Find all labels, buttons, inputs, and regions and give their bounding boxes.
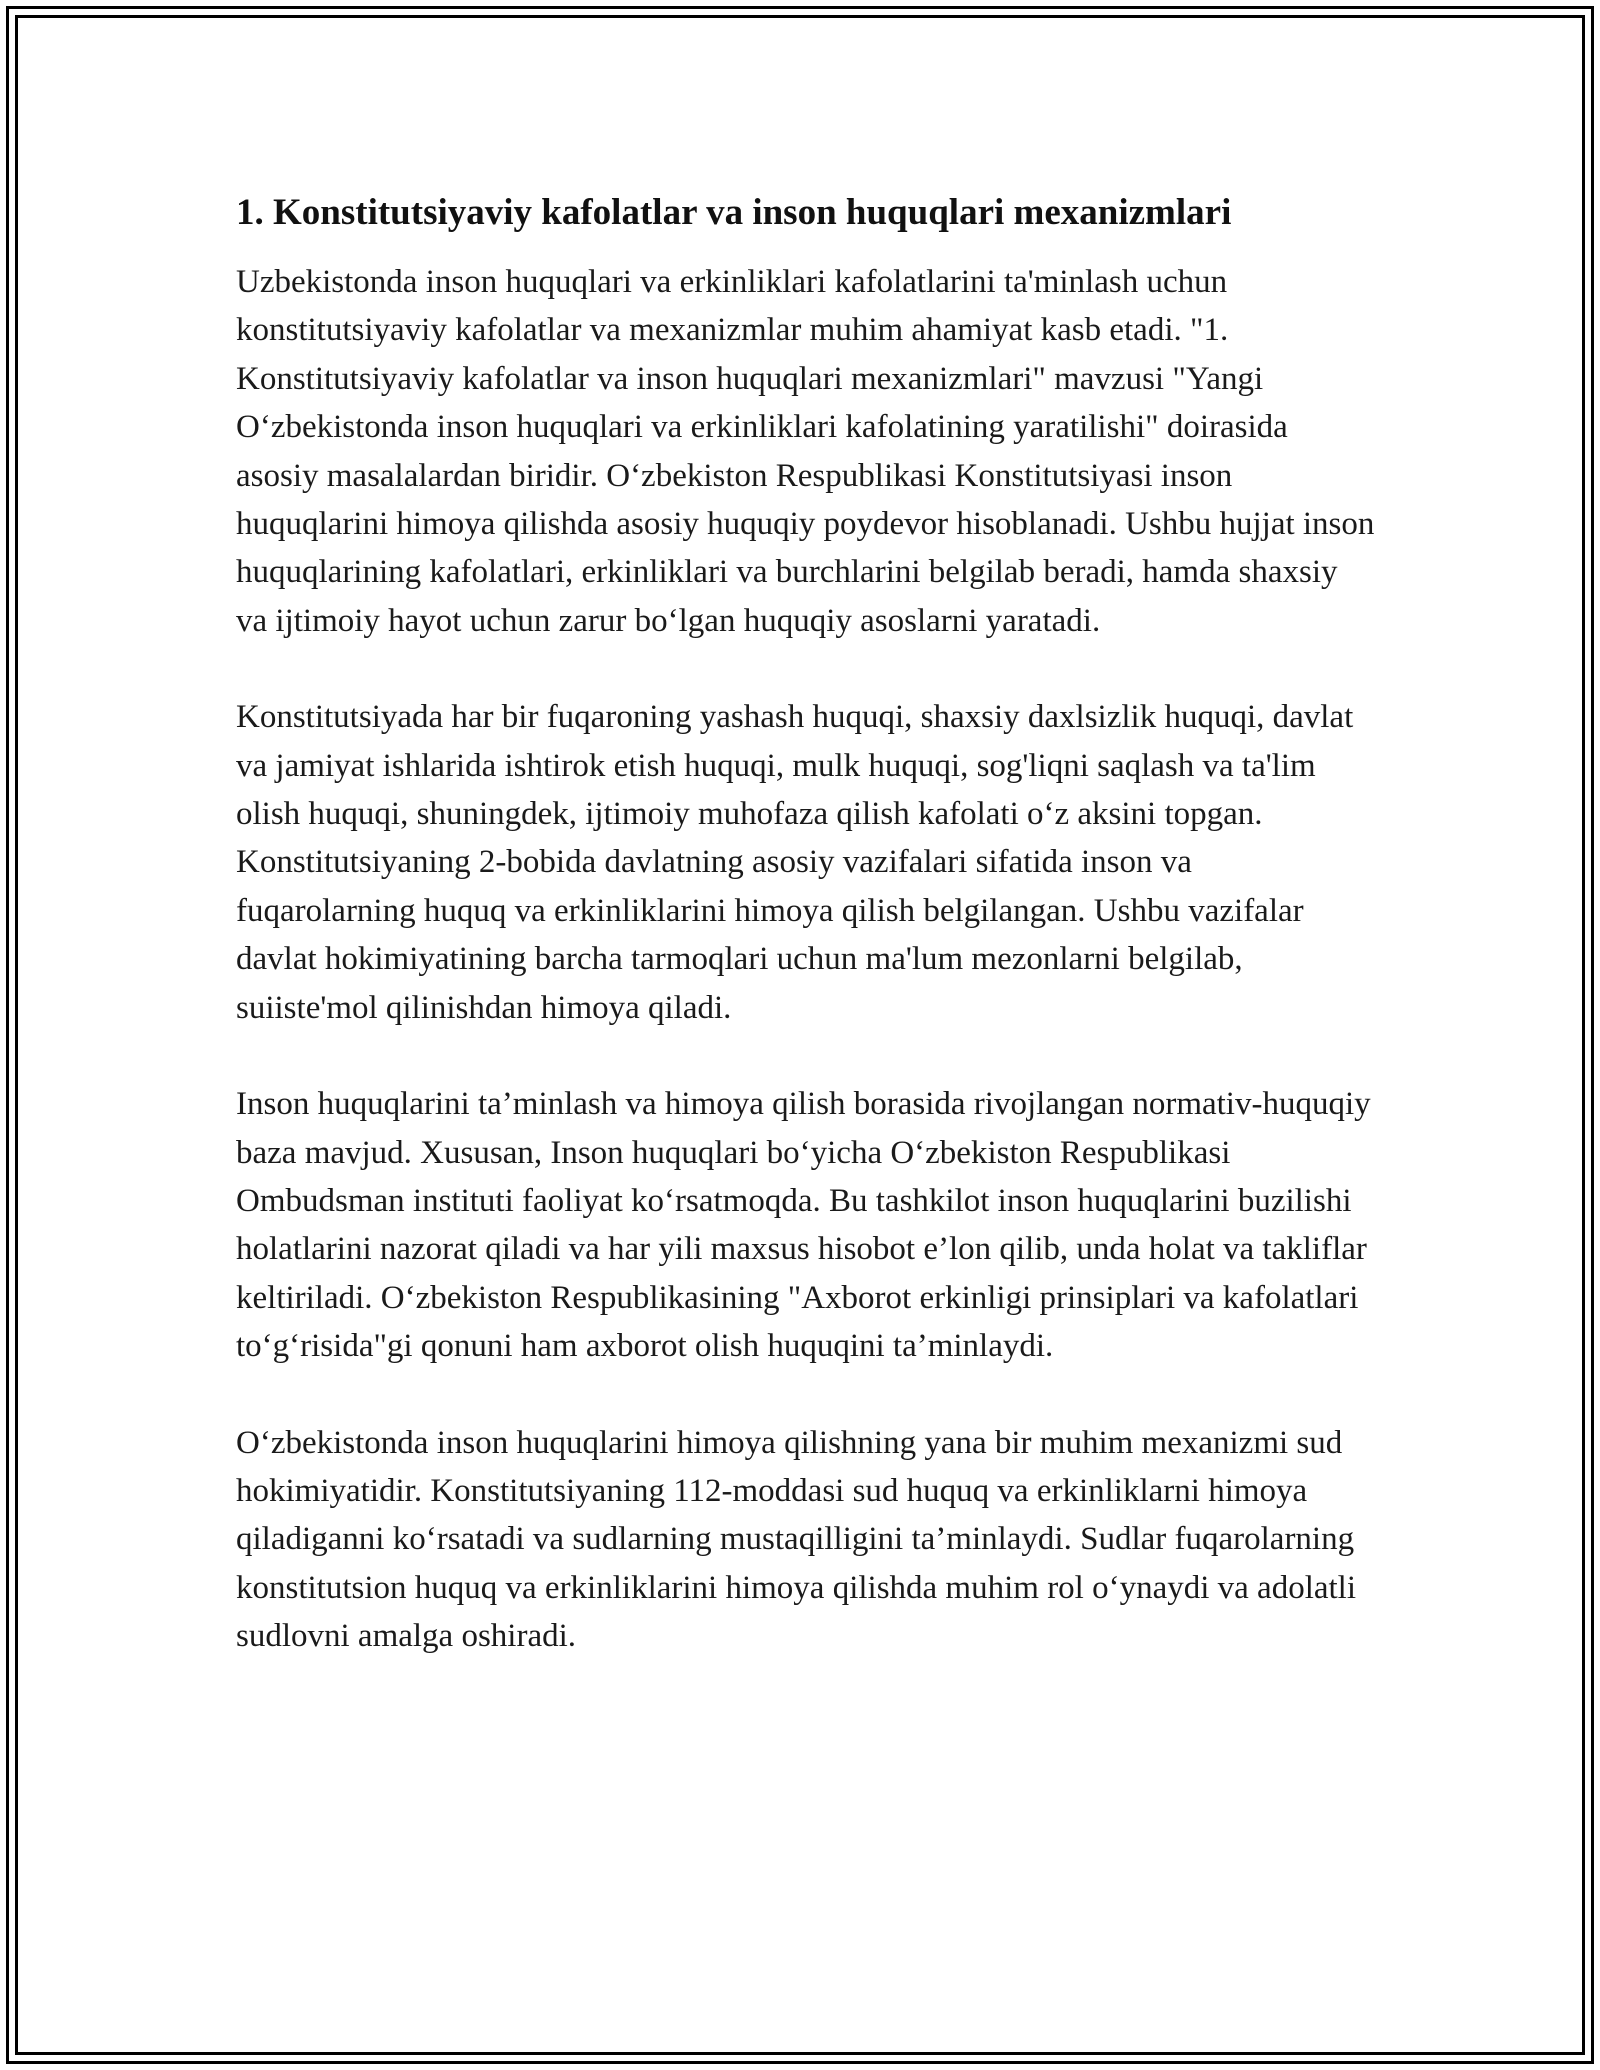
paragraph-ombudsman: Inson huquqlarini ta’minlash va himoya qilish borasida rivojlangan normativ-huquqiy baza mavjud. Xususan, Inson huquqlari boʻyicha Oʻzbekiston Respublikasi Ombudsman instituti faoliyat koʻrsatmoqda. Bu tashkilot inson huquqlarini buzilishi holatlarini nazorat qiladi va har yili maxsus hisobot e’lon qilib, unda holat va takliflar keltiriladi. Oʻzbekiston Respublikasining "Axborot erkinligi prinsiplari va kafolatlari toʻgʻrisida"gi qonuni ham axborot olish huquqini ta’minlaydi. (236, 1086, 1371, 1365)
paragraph-judiciary: Oʻzbekistonda inson huquqlarini himoya qilishning yana bir muhim mexanizmi sud hokimiyatidir. Konstitutsiyaning 112-moddasi sud huquq va erkinliklarni himoya qiladiganni koʻrsatadi va sudlarning mustaqilligini ta’minlaydi. Sudlar fuqarolarning konstitutsion huquq va erkinliklarini himoya qilishda muhim rol oʻynaydi va adolatli sudlovni amalga oshiradi. (236, 1424, 1357, 1655)
section-heading: 1. Konstitutsiyaviy kafolatlar va inson huquqlari mexanizmlari (236, 192, 1232, 233)
document-body (236, 188, 1376, 1661)
paragraph-citizen-rights: Konstitutsiyada har bir fuqaroning yashash huquqi, shaxsiy daxlsizlik huquqi, davlat va jamiyat ishlarida ishtirok etish huquqi, mulk huquqi, sog'liqni saqlash va ta'lim olish huquqi, shuningdek, ijtimoiy muhofaza qilish kafolati oʻz aksini topgan. Konstitutsiyaning 2-bobida davlatning asosiy vazifalari sifatida inson va fuqarolarning huquq va erkinliklarini himoya qilish belgilangan. Ushbu vazifalar davlat hokimiyatining barcha tarmoqlari uchun ma'lum mezonlarni belgilab, suiiste'mol qilinishdan himoya qiladi. (236, 699, 1354, 1026)
paragraph-constitution-overview: Uzbekistonda inson huquqlari va erkinliklari kafolatlarini ta'minlash uchun konstitutsiyaviy kafolatlar va mexanizmlar muhim ahamiyat kasb etadi. "1. Konstitutsiyaviy kafolatlar va inson huquqlari mexanizmlari" mavzusi "Yangi Oʻzbekistonda inson huquqlari va erkinliklari kafolatining yaratilishi" doirasida asosiy masalalardan biridir. Oʻzbekiston Respublikasi Konstitutsiyasi inson huquqlarini himoya qilishda asosiy huquqiy poydevor hisoblanadi. Ushbu hujjat inson huquqlarining kafolatlari, erkinliklari va burchlarini belgilab beradi, hamda shaxsiy va ijtimoiy hayot uchun zarur boʻlgan huquqiy asoslarni yaratadi. (236, 264, 1375, 639)
